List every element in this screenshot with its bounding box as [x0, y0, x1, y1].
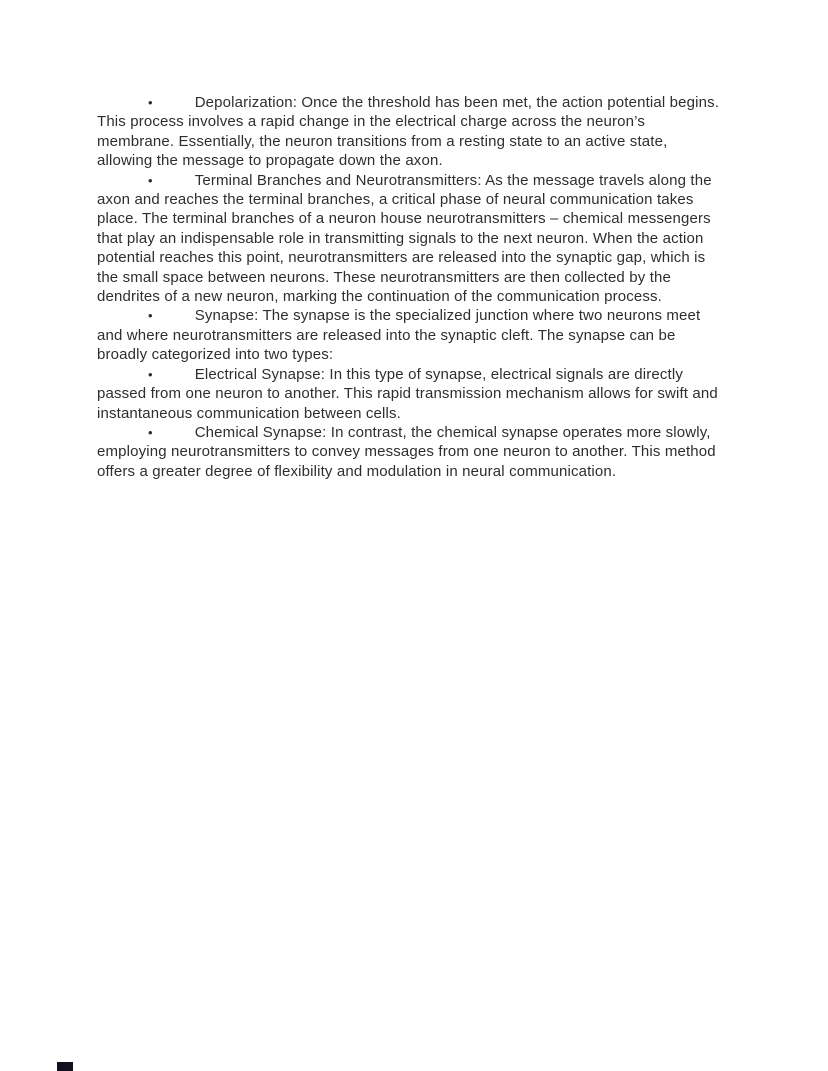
bullet-glyph: • — [148, 172, 153, 188]
tab-spacer — [153, 319, 195, 320]
paragraph-text: Terminal Branches and Neurotransmitters: As the message travels along the axon and reaches the terminal branches, a critical phase of neural communication takes place. The terminal branches of a neuron house neurotransmitters – chemical messengers that play an indispensable role in transmitting signals to the next neuron. When the action potential reaches this point, neurotransmitters are released into the synaptic gap, which is the small space between neurons. These neurotransmitters are then collected by the dendrites of a new neuron, marking the continuation of the communication process. — [97, 171, 712, 306]
bullet-paragraph — [97, 306, 723, 364]
bullet-glyph: • — [148, 424, 153, 440]
bullet-paragraph — [97, 423, 723, 481]
tab-spacer — [153, 184, 195, 185]
paragraph-text: Synapse: The synapse is the specialized junction where two neurons meet and where neurotransmitters are released into the synaptic cleft. The synapse can be broadly categorized into two types: — [97, 307, 701, 364]
bullet-paragraph — [97, 93, 723, 171]
tab-spacer — [153, 106, 195, 107]
tab-spacer — [153, 436, 195, 437]
paragraph-text: Depolarization: Once the threshold has been met, the action potential begins. This process involves a rapid change in the electrical charge across the neuron’s membrane. Essentially, the neuron transitions from a resting state to an active state, allowing the message to propagate down the axon. — [97, 94, 720, 170]
bullet-glyph: • — [148, 366, 153, 382]
tab-spacer — [153, 378, 195, 379]
page-corner-artifact — [57, 1062, 73, 1071]
paragraph-text: Electrical Synapse: In this type of synapse, electrical signals are directly passed from one neuron to another. This rapid transmission mechanism allows for swift and instantaneous communication between cells. — [97, 365, 718, 422]
bullet-glyph: • — [148, 308, 153, 324]
bullet-glyph: • — [148, 95, 153, 110]
document-page — [97, 93, 723, 481]
bullet-paragraph — [97, 365, 723, 423]
paragraph-text: Chemical Synapse: In contrast, the chemical synapse operates more slowly, employing neurotransmitters to convey messages from one neuron to another. This method offers a greater degree of flexibility and modulation in neural communication. — [97, 423, 716, 480]
bullet-paragraph — [97, 171, 723, 307]
